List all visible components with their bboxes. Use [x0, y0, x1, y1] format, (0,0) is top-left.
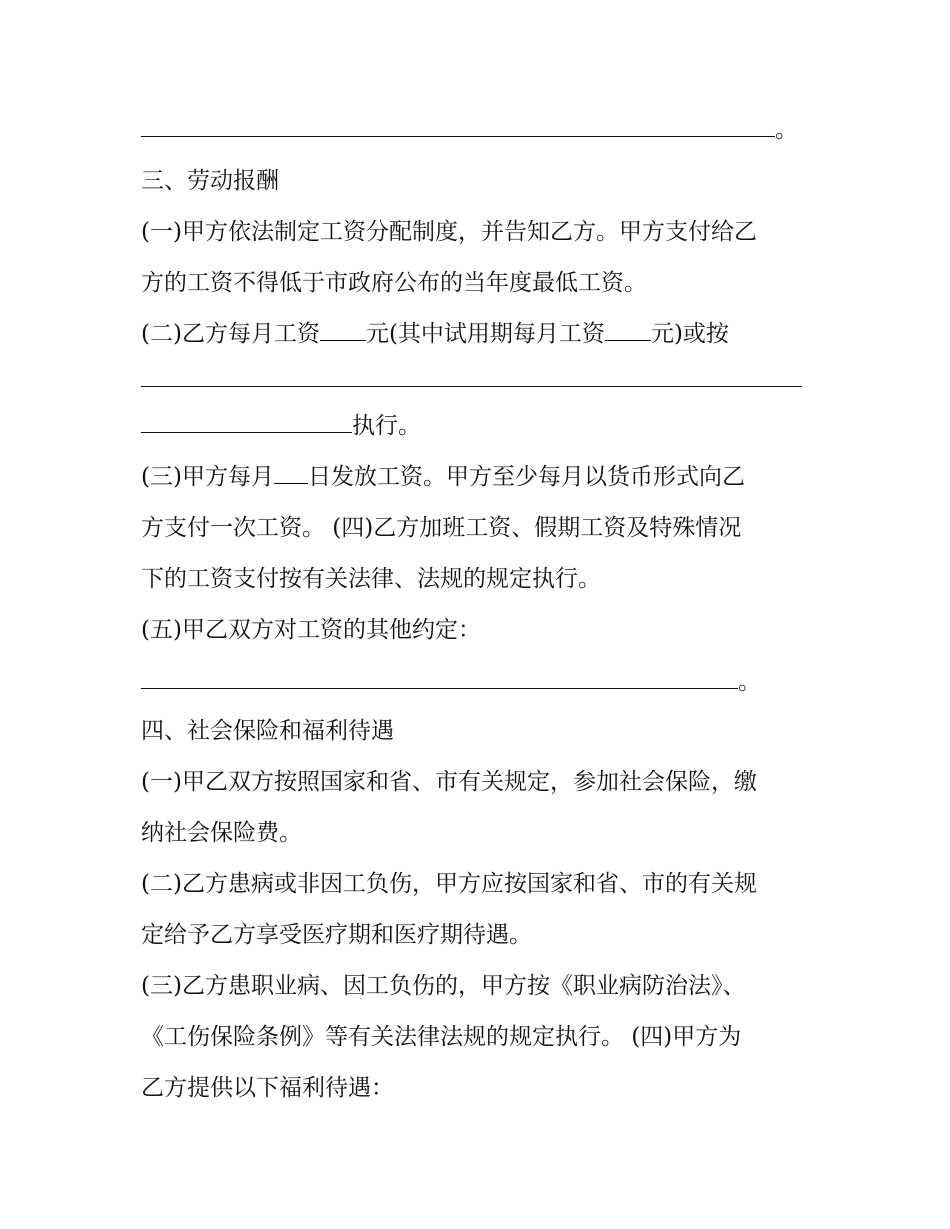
paragraph-line: 乙方提供以下福利待遇：: [141, 1075, 394, 1101]
paragraph-line: (二)乙方患病或非因工负伤，甲方应按国家和省、市的有关规: [141, 871, 757, 897]
paragraph-line: 方支付一次工资。 (四)乙方加班工资、假期工资及特殊情况: [141, 515, 742, 541]
section-heading-social-insurance: 四、社会保险和福利待遇: [141, 718, 394, 744]
section-heading-labor-remuneration: 三、劳动报酬: [141, 168, 279, 194]
paragraph-line-payday: (三)甲方每月 日发放工资。甲方至少每月以货币形式向乙: [141, 464, 745, 490]
fill-blank: [141, 116, 775, 137]
fill-blank: [141, 366, 802, 387]
fill-blank: [141, 668, 738, 689]
blank-line-1: 。: [141, 116, 798, 144]
paragraph-line: (三)乙方患职业病、因工负伤的，甲方按《职业病防治法》、: [141, 973, 746, 999]
blank-line-2: [141, 366, 802, 394]
blank-line-3: 。: [141, 668, 761, 696]
fill-blank: [141, 412, 352, 433]
paragraph-line: (五)甲乙双方对工资的其他约定：: [141, 617, 481, 643]
paragraph-line: (一)甲方依法制定工资分配制度，并告知乙方。甲方支付给乙: [141, 219, 757, 245]
paragraph-line: (一)甲乙双方按照国家和省、市有关规定，参加社会保险，缴: [141, 769, 757, 795]
paragraph-line: 下的工资支付按有关法律、法规的规定执行。: [141, 566, 601, 592]
paragraph-line: 定给予乙方享受医疗期和医疗期待遇。: [141, 922, 532, 948]
fill-blank: [320, 320, 366, 341]
paragraph-line: 《工伤保险条例》等有关法律法规的规定执行。 (四)甲方为: [141, 1024, 742, 1050]
paragraph-line-execute: 执行。: [141, 412, 421, 440]
paragraph-line: 纳社会保险费。: [141, 820, 302, 846]
fill-blank: [605, 320, 651, 341]
paragraph-line-monthly-wage: (二)乙方每月工资 元(其中试用期每月工资 元)或按: [141, 321, 729, 347]
paragraph-line: 方的工资不得低于市政府公布的当年度最低工资。: [141, 270, 647, 296]
fill-blank: [274, 463, 308, 484]
